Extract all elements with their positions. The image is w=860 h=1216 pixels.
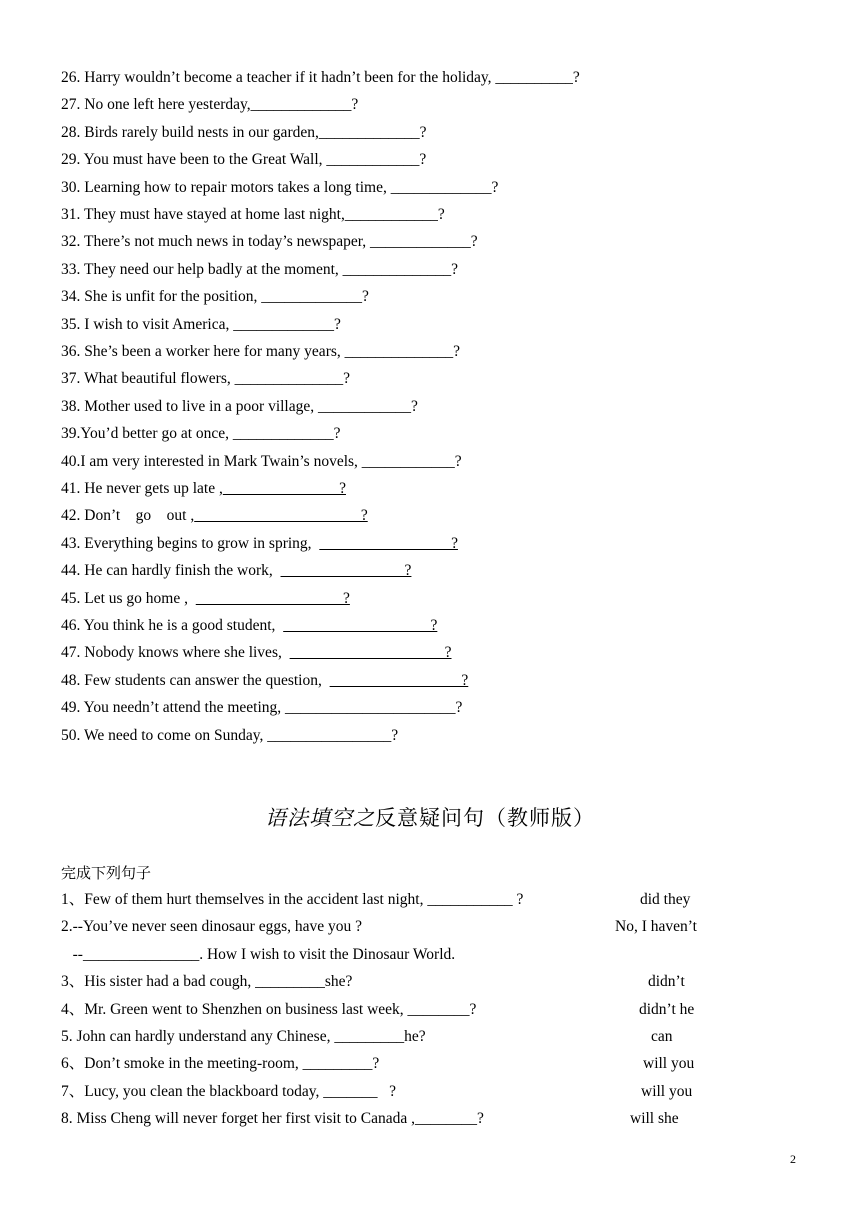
question-line: --_______________. How I wish to visit the Dinosaur World.	[61, 945, 456, 963]
question-line: 5. John can hardly understand any Chinese, _________he?	[61, 1028, 426, 1045]
answer-blank: ?	[280, 562, 412, 580]
instruction-heading: 完成下列句子	[61, 864, 152, 882]
answer-key: didn’t	[648, 973, 685, 991]
exercise-line: 38. Mother used to live in a poor village, ____________?	[61, 397, 418, 415]
answer-key: can	[651, 1028, 673, 1045]
question-line: 1、Few of them hurt themselves in the accident last night, ___________ ?	[61, 891, 524, 908]
exercise-line: 33. They need our help badly at the moment, ______________?	[61, 260, 459, 278]
exercise-line: 32. There’s not much news in today’s newspaper, _____________?	[61, 233, 478, 251]
exercise-line: 29. You must have been to the Great Wall, ____________?	[61, 151, 427, 169]
exercise-line: 50. We need to come on Sunday, ________________?	[61, 726, 399, 744]
section-title	[0, 802, 860, 832]
exercise-line	[61, 479, 346, 499]
answer-blank: ?	[319, 534, 458, 552]
question-line: 8. Miss Cheng will never forget her first visit to Canada ,________?	[61, 1110, 484, 1128]
exercise-prompt: 41. He never gets up late ,	[61, 480, 223, 497]
answer-key: didn’t he	[639, 1000, 695, 1018]
section-title-italic: 语法填空之	[265, 806, 375, 830]
exercise-prompt: 46. You think he is a good student,	[61, 617, 284, 634]
exercise-line	[61, 671, 468, 691]
exercise-prompt: 43. Everything begins to grow in spring,	[61, 534, 320, 552]
exercise-prompt: 47. Nobody knows where she lives,	[61, 644, 290, 662]
answer-key: will you	[641, 1082, 693, 1100]
exercise-line: 37. What beautiful flowers, ______________?	[61, 370, 350, 388]
question-line: 6、Don’t smoke in the meeting-room, _________?	[61, 1055, 380, 1073]
exercise-line: 26. Harry wouldn’t become a teacher if it hadn’t been for the holiday, __________?	[61, 69, 580, 86]
exercise-line: 39.You’d better go at once, _____________?	[61, 425, 341, 443]
answer-blank: ?	[194, 507, 368, 525]
answer-key: No, I haven’t	[615, 918, 697, 936]
answer-blank: ?	[289, 644, 452, 662]
exercise-line: 34. She is unfit for the position, _____________?	[61, 288, 369, 306]
exercise-line: 31. They must have stayed at home last night,____________?	[61, 206, 445, 223]
exercise-line	[61, 561, 411, 581]
answer-blank: ?	[329, 671, 469, 689]
exercise-line: 36. She’s been a worker here for many years, ______________?	[61, 343, 461, 360]
exercise-prompt: 42. Don’t go out ,	[61, 507, 195, 525]
page-number: 2	[790, 1152, 796, 1166]
answer-key: did they	[640, 891, 691, 908]
answer-key: will she	[630, 1110, 679, 1128]
answer-blank: ?	[222, 480, 346, 497]
exercise-line	[61, 534, 458, 554]
exercise-line	[61, 506, 368, 526]
exercise-line	[61, 589, 350, 609]
exercise-prompt: 45. Let us go home ,	[61, 589, 196, 607]
question-line: 7、Lucy, you clean the blackboard today, _______ ?	[61, 1082, 397, 1100]
exercise-line	[61, 616, 437, 636]
question-line: 2.--You’ve never seen dinosaur eggs, have you ?	[61, 918, 363, 936]
exercise-line	[61, 643, 452, 663]
exercise-line: 49. You needn’t attend the meeting, ______________________?	[61, 699, 463, 717]
exercise-line: 35. I wish to visit America, _____________?	[61, 315, 341, 333]
question-line: 4、Mr. Green went to Shenzhen on business last week, ________?	[61, 1000, 477, 1018]
exercise-line: 27. No one left here yesterday,_____________?	[61, 96, 359, 114]
answer-blank: ?	[283, 617, 438, 634]
exercise-line: 30. Learning how to repair motors takes a long time, _____________?	[61, 178, 499, 196]
question-line: 3、His sister had a bad cough, _________she?	[61, 973, 353, 991]
exercise-line: 28. Birds rarely build nests in our garden,_____________?	[61, 123, 427, 141]
exercise-line: 40.I am very interested in Mark Twain’s novels, ____________?	[61, 452, 462, 470]
answer-blank: ?	[195, 589, 350, 607]
exercise-prompt: 44. He can hardly finish the work,	[61, 562, 281, 580]
answer-key: will you	[643, 1055, 695, 1073]
exercise-prompt: 48. Few students can answer the question,	[61, 671, 330, 689]
section-title-rest: 反意疑问句（教师版）	[375, 806, 595, 830]
